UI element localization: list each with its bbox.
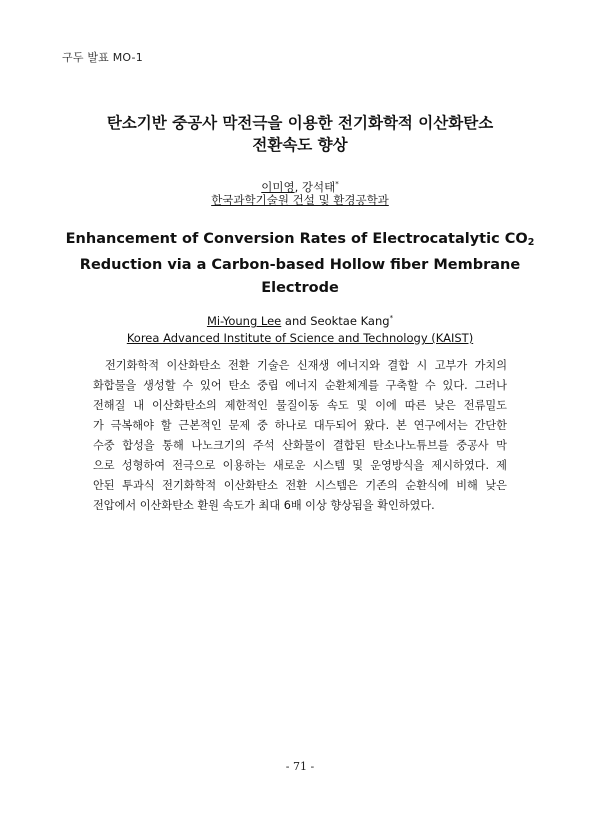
korean-author-1: 이미영 [261,180,295,194]
abstract-line: 안된 투과식 전기화학적 이산화탄소 전환 시스템은 기존의 순환식에 비해 낮은 [93,479,507,492]
korean-title-line-1: 탄소기반 중공사 막전극을 이용한 전기화학적 이산화탄소 [106,114,494,132]
abstract-line: 전기화학적 이산화탄소 전환 기술은 신재생 에너지와 결합 시 고부가 가치의 [105,359,507,372]
korean-title-line-2: 전환속도 향상 [252,136,348,154]
english-author-separator: and [281,314,311,328]
english-author-2: Seoktae Kang [310,314,390,328]
abstract-line: 가 극복해야 할 근본적인 문제 중 하나로 대두되어 왔다. 본 연구에서는 간단한 [93,419,507,432]
page-number: - 71 - [285,760,315,773]
english-authors [0,314,600,328]
abstract-line: 전압에서 이산화탄소 환원 속도가 최대 6배 이상 향상됨을 확인하였다. [93,499,435,512]
english-title [0,228,600,300]
corresponding-mark: * [335,180,339,188]
abstract-line: 으로 성형하여 전극으로 이용하는 새로운 시스템 및 운영방식을 제시하였다. 제 [93,459,507,472]
english-title-line-1 [0,228,600,254]
abstract-line: 화합물을 생성할 수 있어 탄소 중립 에너지 순환체계를 구축할 수 있다. 그러나 [93,379,507,392]
abstract-line: 전해질 내 이산화탄소의 제한적인 물질이동 속도 및 이에 따른 낮은 전류밀도 [93,399,507,412]
english-author-1: Mi-Young Lee [206,314,282,328]
korean-author-2: 강석태 [301,180,336,194]
english-affiliation: Korea Advanced Institute of Science and Technology (KAIST) [126,331,474,345]
abstract-line: 수중 합성을 통해 나노크기의 주석 산화물이 결합된 탄소나노튜브를 중공사 막 [93,439,507,452]
english-corresponding-mark: * [389,314,394,322]
korean-affiliation: 한국과학기술원 건설 및 환경공학과 [211,193,389,207]
session-code: 구두 발표 MO-1 [62,51,143,64]
abstract-body [93,356,507,516]
korean-author-separator: , [294,180,302,194]
english-title-line-1-main: Enhancement of Conversion Rates of Electrocatalytic CO [65,231,528,247]
english-title-line-3: Electrode [261,280,339,296]
english-title-line-2: Reduction via a Carbon-based Hollow fiber Membrane [79,257,521,273]
english-title-subscript: 2 [527,237,535,248]
korean-title [0,112,600,156]
